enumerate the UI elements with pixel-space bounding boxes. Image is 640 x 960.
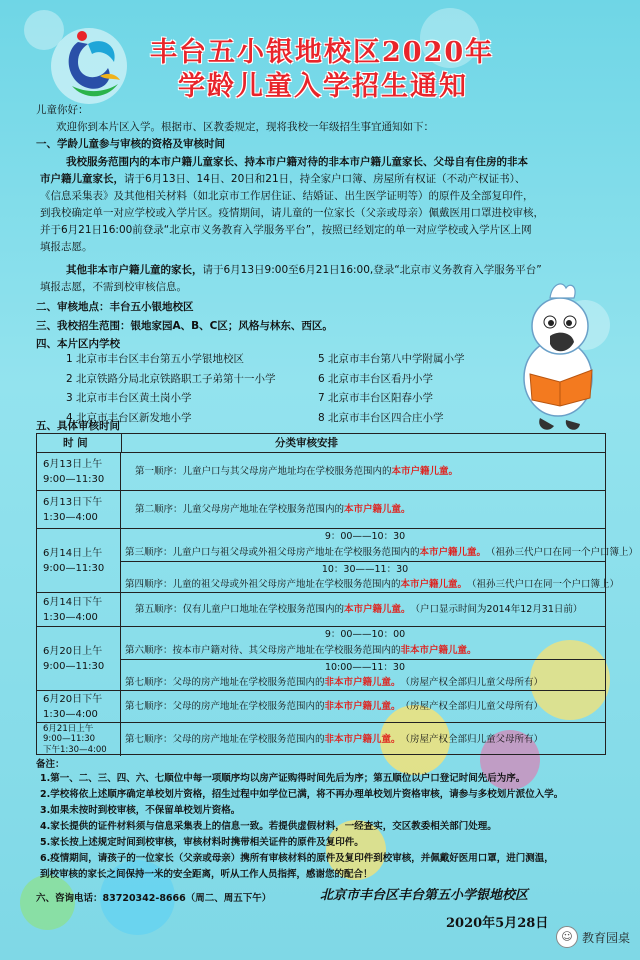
sub-time: 10:00——11：30 (121, 659, 605, 675)
arrange-note: （户口显示时间为2014年12月31日前） (410, 604, 583, 615)
note-item: 1.第一、二、三、四、六、七顺位中每一项顺序均以房产证购得时间先后为序；第五顺位以户口登记时间先后为序。 (40, 773, 526, 784)
school-item: 4 北京市丰台区新发地小学 (66, 411, 192, 424)
time-line: 6月21日上午 (43, 723, 94, 734)
time-line: 6月13日上午 (43, 458, 103, 470)
signature-school: 北京市丰台区丰台第五小学银地校区 (320, 888, 529, 903)
time-line: 6月14日上午 (43, 547, 103, 559)
section1-p1-rest4: 并于6月21日16:00前登录“北京市义务教育入学服务平台”，按照已经划定的单一对应学校或入学片区上网 (40, 224, 532, 236)
arrange-text: 第一顺序：儿童户口与其父母房产地址均在学校服务范围内的 (135, 466, 392, 477)
arrange-highlight: 本市户籍儿童。 (400, 579, 468, 590)
arrange-highlight: 非本市户籍儿童。 (324, 734, 401, 745)
row-arrange (121, 691, 605, 723)
row-time (37, 491, 121, 528)
arrange-text: 第二顺序：儿童父母房产地址在学校服务范围内的 (135, 504, 345, 515)
arrange-highlight: 非本市户籍儿童。 (400, 645, 477, 656)
section1-heading: 一、学龄儿童参与审核的资格及审核时间 (36, 138, 225, 150)
table-row (37, 722, 605, 756)
time-line: 1:30—4:00 (43, 511, 98, 523)
time-line: 1:30—4:00 (43, 611, 98, 623)
table-row (37, 490, 605, 528)
section1-p1-rest2: 《信息采集表》及其他相关材料（如北京市工作居住证、结婚证、出生医学证明等）的原件及全部复印件， (40, 190, 534, 202)
row-arrange (121, 453, 605, 491)
title-line-2: 学龄儿童入学招生通知 (178, 71, 468, 102)
table-header-arrange: 分类审核安排 (275, 437, 338, 449)
consult-phone: 六、咨询电话：83720342-8666（周二、周五下午） (36, 893, 272, 904)
title-line-1: 丰台五小银地校区2020年 (150, 37, 495, 68)
row-arrange (121, 675, 605, 691)
row-time (37, 529, 121, 592)
arrange-highlight: 非本市户籍儿童。 (324, 701, 401, 712)
arrange-text: 第六顺序：按本市户籍对待、其父母房产地址在学校服务范围内的 (125, 645, 401, 656)
time-line: 6月20日上午 (43, 645, 103, 657)
divider (121, 434, 122, 452)
arrange-note: （祖孙三代户口在同一个户口簿上） (467, 579, 620, 590)
time-line: 6月13日下午 (43, 496, 103, 508)
arrange-highlight: 本市户籍儿童。 (391, 466, 459, 477)
time-line: 9:00—11:30 (43, 473, 105, 485)
row-time (37, 723, 121, 756)
section1-p1-bold: 我校服务范围内的本市户籍儿童家长、持本市户籍对待的非本市户籍儿童家长、父母自有住房的非本 (66, 156, 528, 168)
table-row (37, 528, 639, 592)
notes-heading: 备注： (36, 759, 65, 770)
school-item: 5 北京市丰台第八中学附属小学 (318, 353, 465, 365)
table-row (37, 452, 605, 490)
arrange-text: 第三顺序：儿童户口与祖父母或外祖父母房产地址在学校服务范围内的 (125, 547, 420, 558)
row-arrange (121, 593, 605, 627)
arrange-note: （房屋产权全部归儿童父母所有） (400, 701, 544, 712)
school-item: 2 北京铁路分局北京铁路职工子弟第十一小学 (66, 372, 276, 385)
section1-p2-rest1: 请于6月13日9:00至6月21日16:00,登录“北京市义务教育入学服务平台” (202, 264, 542, 276)
section5-heading: 五、具体审核时间 (36, 420, 120, 432)
arrange-highlight: 本市户籍儿童。 (344, 604, 411, 615)
arrange-text: 第七顺序：父母的房产地址在学校服务范围内的 (125, 701, 325, 712)
note-item: 5.家长按上述规定时间到校审核，审核材料时携带相关证件的原件及复印件。 (40, 837, 364, 848)
arrange-text: 第五顺序：仅有儿童户口地址在学校服务范围内的 (135, 604, 345, 615)
school-item: 6 北京市丰台区看丹小学 (318, 372, 434, 385)
bird-mascot-icon (500, 278, 610, 438)
row-arrange (121, 643, 605, 659)
watermark-text: 教育园桌 (581, 930, 630, 945)
sub-time: 9：00——10：00 (324, 629, 406, 640)
arrange-text: 第四顺序：儿童的祖父母或外祖父母房产地址在学校服务范围内的 (125, 579, 401, 590)
arrange-note: （祖孙三代户口在同一个户口簿上） (486, 547, 639, 558)
row-time (37, 593, 121, 626)
section1-p1-rest1: 请于6月13日、14日、20日和21日，持全家户口簿、房屋所有权证（不动产权证书）、 (124, 173, 526, 185)
school-logo-icon (48, 22, 130, 108)
section1-p1-rest3: 到我校确定单一对应学校或入学片区。疫情期间，请儿童的一位家长（父亲或母亲）佩戴医用口罩进校审核， (40, 207, 544, 219)
note-item: 6.疫情期间，请孩子的一位家长（父亲或母亲）携所有审核材料的原件及复印件到校审核，并佩戴好医用口罩，进门测温， (40, 853, 554, 864)
wechat-icon: ☺ (556, 926, 578, 948)
arrange-note: （房屋产权全部归儿童父母所有） (400, 677, 544, 688)
school-item: 3 北京市丰台区黄土岗小学 (66, 392, 192, 404)
row-arrange (121, 723, 605, 757)
row-arrange (121, 545, 639, 561)
signature-date: 2020年5月28日 (446, 916, 549, 931)
arrange-highlight: 本市户籍儿童。 (344, 504, 411, 515)
row-time (37, 627, 121, 690)
note-item: 4.家长提供的证件材料须与信息采集表上的信息一致。若提供虚假材料，一经查实，交区教委相关部门处理。 (40, 821, 497, 832)
section1-p1-rest5: 填报志愿。 (40, 241, 93, 253)
note-item: 2.学校将依上述顺序确定单校划片资格，招生过程中如学位已满，将不再办理单校划片资格审核，请参与多校划片派位入学。 (40, 789, 564, 800)
table-row (37, 690, 605, 722)
section3-text: 三、我校招生范围：银地家园A、B、C区；风格与林东、西区。 (36, 320, 333, 332)
school-item: 7 北京市丰台区阳春小学 (318, 392, 434, 404)
note-item: 到校审核的家长之间保持一米的安全距离，听从工作人员指挥，感谢您的配合！ (40, 869, 373, 880)
row-arrange (121, 491, 605, 529)
arrange-note: （房屋产权全部归儿童父母所有） (400, 734, 544, 745)
sub-time: 9：00——10：30 (324, 531, 406, 542)
note-item: 3.如果未按时到校审核，不保留单校划片资格。 (40, 805, 241, 816)
arrange-text: 第七顺序：父母的房产地址在学校服务范围内的 (125, 734, 325, 745)
time-line: 9:00—11:30 (43, 734, 96, 745)
time-line: 1:30—4:00 (43, 708, 98, 720)
time-line: 下午1:30—4:00 (43, 744, 107, 755)
school-item: 8 北京市丰台区四合庄小学 (318, 411, 444, 424)
section2-text: 二、审核地点：丰台五小银地校区 (36, 301, 194, 313)
time-line: 6月20日下午 (43, 693, 103, 705)
time-line: 9:00—11:30 (43, 660, 105, 672)
arrange-text: 第七顺序：父母的房产地址在学校服务范围内的 (125, 677, 325, 688)
row-time (37, 691, 121, 722)
sub-time: 10：30——11：30 (121, 561, 605, 577)
section1-p2-line1 (66, 262, 542, 279)
greeting: 儿童你好： (36, 104, 89, 116)
row-arrange (121, 577, 620, 593)
row-time (37, 453, 121, 490)
time-line: 9:00—11:30 (43, 562, 105, 574)
table-header-time: 时 间 (63, 437, 88, 449)
arrange-highlight: 本市户籍儿童。 (419, 547, 487, 558)
section1-p2-rest2: 填报志愿，不需到校审核信息。 (40, 281, 187, 293)
schools-list-right (318, 350, 465, 428)
section4-heading: 四、本片区内学校 (36, 338, 120, 350)
intro-text: 欢迎你到本片区入学。根据市、区教委规定，现将我校一年级招生事宜通知如下： (56, 121, 434, 133)
arrange-highlight: 非本市户籍儿童。 (324, 677, 401, 688)
table-row (37, 626, 605, 690)
watermark (556, 926, 630, 948)
table-row (37, 592, 605, 626)
section1-p1-line2 (40, 171, 525, 188)
schedule-table (36, 433, 639, 755)
time-line: 6月14日下午 (43, 596, 103, 608)
schools-list-left (66, 350, 276, 428)
section1-p1-bold2: 市户籍儿童家长， (40, 173, 124, 185)
section1-p2-bold: 其他非本市户籍儿童的家长， (66, 264, 203, 276)
school-item: 1 北京市丰台区丰台第五小学银地校区 (66, 353, 245, 365)
